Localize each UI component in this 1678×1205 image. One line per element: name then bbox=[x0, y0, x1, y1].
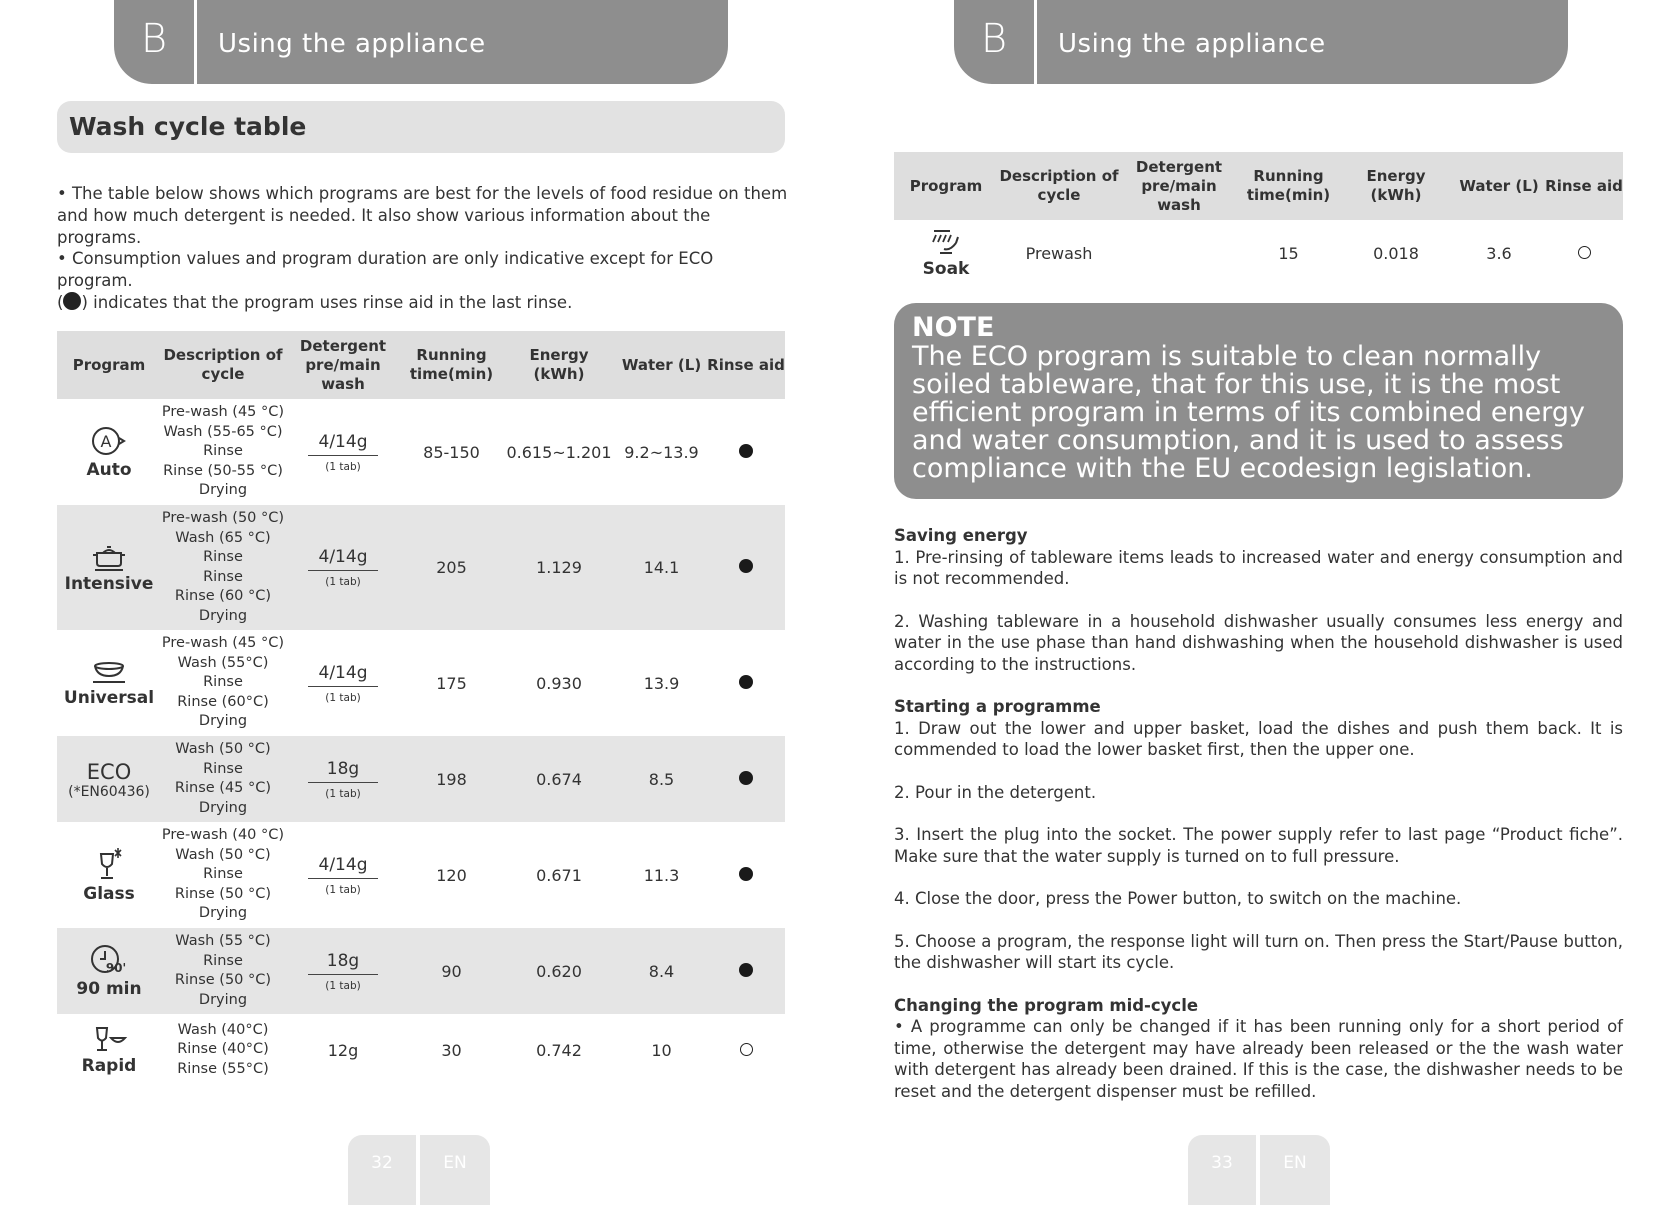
clock-90-icon bbox=[89, 943, 129, 977]
water-value: 13.9 bbox=[643, 673, 680, 693]
program-standard: (*EN60436) bbox=[68, 784, 150, 800]
energy-value: 0.615~1.201 bbox=[506, 442, 612, 462]
water-value: 3.6 bbox=[1486, 243, 1512, 263]
table-row bbox=[57, 505, 785, 630]
water-value: 14.1 bbox=[616, 505, 707, 630]
description-line: Drying bbox=[198, 991, 248, 1008]
description-line: Rinse (50 °C) bbox=[174, 972, 272, 988]
rinse-aid-empty-icon bbox=[740, 1043, 753, 1056]
description-line: Wash (40°C) bbox=[177, 1021, 269, 1038]
description-cell bbox=[161, 822, 285, 928]
saving-energy-heading: Saving energy bbox=[894, 526, 1028, 545]
chapter-letter: B bbox=[980, 16, 1008, 62]
running-time: 120 bbox=[436, 865, 467, 885]
description-line: Pre-wash (50 °C) bbox=[161, 510, 285, 526]
rinse-aid-cell bbox=[707, 822, 785, 928]
description-cell bbox=[161, 1014, 285, 1086]
description-line: Rinse bbox=[203, 674, 243, 691]
description-cell bbox=[161, 928, 285, 1014]
water-value: 8.4 bbox=[616, 928, 707, 1014]
chapter-title: Using the appliance bbox=[218, 29, 486, 59]
detergent-note: (1 tab) bbox=[325, 576, 361, 588]
note-title: NOTE bbox=[912, 312, 995, 343]
description-line: Rinse bbox=[203, 866, 243, 883]
rinse-aid-empty-icon bbox=[1578, 246, 1591, 259]
energy-value: 1.129 bbox=[502, 505, 616, 630]
table-row bbox=[57, 399, 785, 505]
description-line: Rinse (60°C) bbox=[177, 693, 269, 710]
header-water: Water (L) bbox=[616, 331, 707, 399]
energy-value: 0.674 bbox=[502, 736, 616, 822]
description-cell bbox=[161, 505, 285, 630]
detergent-note: (1 tab) bbox=[325, 460, 361, 473]
intro-paragraph-1: • The table below shows which programs are best for the levels of food residue on them and how much detergent is needed. It also show various information about the programs. bbox=[57, 184, 788, 247]
header-divider bbox=[194, 0, 197, 84]
page-footer bbox=[1188, 1135, 1330, 1191]
detergent-cell bbox=[285, 630, 401, 736]
running-time: 90 bbox=[401, 928, 502, 1014]
running-time: 85-150 bbox=[423, 442, 480, 462]
detergent-cell bbox=[1120, 220, 1238, 286]
header-water: Water (L) bbox=[1453, 152, 1545, 220]
detergent-note: (1 tab) bbox=[325, 979, 361, 992]
description-line: Drying bbox=[198, 713, 248, 730]
detergent-amount: 12g bbox=[327, 1040, 359, 1060]
program-cell bbox=[57, 822, 161, 928]
detergent-amount: 4/14g bbox=[308, 854, 378, 879]
energy-value: 0.671 bbox=[536, 865, 582, 885]
rinse-aid-filled-icon bbox=[739, 559, 753, 573]
rinse-aid-filled-icon bbox=[739, 771, 753, 785]
energy-value: 0.018 bbox=[1373, 243, 1419, 263]
rinse-aid-cell bbox=[707, 399, 785, 505]
legend-open-paren: ( bbox=[57, 293, 64, 312]
detergent-note: (1 tab) bbox=[325, 787, 361, 800]
page-footer bbox=[348, 1135, 490, 1191]
header-divider bbox=[1034, 0, 1037, 84]
program-cell bbox=[57, 399, 161, 505]
rinse-aid-filled-icon bbox=[739, 963, 753, 977]
table-row bbox=[57, 1014, 785, 1086]
detergent-note: (1 tab) bbox=[325, 691, 361, 704]
detergent-amount: 4/14g bbox=[308, 546, 378, 571]
starting-item-2: 2. Pour in the detergent. bbox=[894, 782, 1097, 802]
table-header-row bbox=[57, 331, 785, 399]
rinse-aid-dot-icon bbox=[63, 292, 81, 310]
saving-energy-item-2: 2. Washing tableware in a household dishwasher usually consumes less energy and water in the use phase than hand dishwashing when the household dishwasher is used according to the instructions. bbox=[894, 611, 1623, 674]
running-time: 30 bbox=[441, 1040, 462, 1060]
running-time: 175 bbox=[436, 673, 467, 693]
detergent-amount: 4/14g bbox=[308, 431, 378, 456]
description-line: Rinse (40°C) bbox=[177, 1041, 269, 1058]
glass-icon bbox=[91, 846, 127, 882]
energy-value: 0.742 bbox=[536, 1040, 582, 1060]
left-page bbox=[0, 0, 839, 1191]
description-line: Wash (55 °C) bbox=[175, 933, 271, 949]
header-detergent: Detergent pre/main wash bbox=[1120, 152, 1238, 220]
rinse-aid-cell bbox=[707, 630, 785, 736]
header-description: Description of cycle bbox=[161, 331, 285, 399]
program-name: 90 min bbox=[76, 979, 142, 999]
table-row bbox=[57, 630, 785, 736]
table-row bbox=[57, 928, 785, 1014]
saving-energy-item-1: 1. Pre-rinsing of tableware items leads to increased water and energy consumption and is not recommended. bbox=[894, 547, 1623, 588]
table-row bbox=[57, 736, 785, 822]
section-title: Wash cycle table bbox=[69, 112, 307, 141]
auto-icon bbox=[89, 424, 129, 458]
header-program: Program bbox=[894, 152, 998, 220]
running-time: 205 bbox=[401, 505, 502, 630]
detergent-note: (1 tab) bbox=[325, 883, 361, 896]
svg-text:A: A bbox=[100, 432, 112, 451]
chapter-header bbox=[954, 0, 1568, 84]
description-line: Rinse bbox=[203, 760, 243, 777]
instructions-body bbox=[894, 525, 1623, 1102]
description-line: Pre-wash (45 °C) bbox=[161, 635, 285, 652]
description-line: Rinse (55°C) bbox=[177, 1060, 269, 1077]
language-label: EN bbox=[420, 1135, 490, 1205]
description-cell: Prewash bbox=[1025, 243, 1093, 263]
starting-item-1: 1. Draw out the lower and upper basket, load the dishes and push them back. It is commended to load the lower basket first, then the upper one. bbox=[894, 718, 1623, 759]
description-line: Wash (50 °C) bbox=[175, 741, 271, 757]
description-line: Wash (50 °C) bbox=[175, 846, 271, 863]
intro-paragraph-2: • Consumption values and program duration are only indicative except for ECO program. bbox=[57, 249, 714, 290]
description-line: Rinse (50-55 °C) bbox=[163, 462, 283, 479]
program-cell bbox=[57, 505, 161, 630]
table-row bbox=[894, 220, 1623, 286]
detergent-cell bbox=[285, 736, 401, 822]
program-name: Auto bbox=[86, 460, 132, 480]
header-running-time: Running time(min) bbox=[401, 331, 502, 399]
program-cell bbox=[57, 1014, 161, 1086]
running-time: 15 bbox=[1278, 243, 1299, 263]
running-time: 198 bbox=[401, 736, 502, 822]
right-page bbox=[839, 0, 1678, 1191]
description-line: Rinse (45 °C) bbox=[174, 780, 272, 796]
rinse-aid-filled-icon bbox=[739, 867, 753, 881]
energy-value: 0.930 bbox=[536, 673, 582, 693]
description-line: Rinse bbox=[203, 952, 243, 969]
note-text: The ECO program is suitable to clean normally soiled tableware, that for this use, it is the most efficient program in terms of its combined energy and water consumption, and it is used to assess compliance with the EU ecodesign legislation. bbox=[912, 341, 1585, 484]
header-description: Description of cycle bbox=[998, 152, 1120, 220]
soak-table bbox=[894, 152, 1623, 286]
header-rinse-aid: Rinse aid bbox=[1545, 152, 1623, 220]
description-line: Wash (55°C) bbox=[177, 654, 269, 671]
description-line: Drying bbox=[198, 799, 248, 816]
detergent-cell bbox=[285, 505, 401, 630]
description-line: Drying bbox=[198, 905, 248, 922]
header-energy: Energy (kWh) bbox=[1339, 152, 1453, 220]
rinse-aid-cell bbox=[707, 1014, 785, 1086]
clock-90-label: 90' bbox=[105, 961, 127, 975]
rinse-aid-filled-icon bbox=[739, 675, 753, 689]
rinse-aid-cell bbox=[707, 928, 785, 1014]
program-cell bbox=[894, 220, 998, 286]
description-line: Pre-wash (40 °C) bbox=[161, 827, 285, 844]
header-detergent: Detergent pre/main wash bbox=[285, 331, 401, 399]
detergent-amount: 4/14g bbox=[308, 662, 378, 687]
rinse-aid-filled-icon bbox=[739, 444, 753, 458]
rinse-aid-cell bbox=[707, 505, 785, 630]
starting-item-5: 5. Choose a program, the response light will turn on. Then press the Start/Pause button, the dishwasher will start its cycle. bbox=[894, 931, 1623, 972]
description-cell bbox=[161, 736, 285, 822]
chapter-title: Using the appliance bbox=[1058, 29, 1326, 59]
description-line: Rinse (60 °C) bbox=[174, 588, 272, 604]
starting-item-3: 3. Insert the plug into the socket. The power supply refer to last page “Product fiche”. Make sure that the water supply is turned on to full pressure. bbox=[894, 825, 1623, 866]
description-line: Rinse (50 °C) bbox=[174, 885, 272, 902]
program-cell bbox=[57, 928, 161, 1014]
language-label: EN bbox=[1260, 1135, 1330, 1205]
wash-cycle-table bbox=[57, 331, 785, 1086]
header-rinse-aid: Rinse aid bbox=[707, 331, 785, 399]
rinse-aid-cell bbox=[707, 736, 785, 822]
changing-heading: Changing the program mid-cycle bbox=[894, 995, 1199, 1015]
detergent-amount: 18g bbox=[308, 758, 378, 783]
detergent-cell bbox=[285, 822, 401, 928]
section-header bbox=[57, 101, 785, 153]
description-line: Rinse bbox=[203, 568, 243, 585]
description-cell bbox=[161, 630, 285, 736]
header-program: Program bbox=[57, 331, 161, 399]
rapid-icon bbox=[89, 1024, 129, 1054]
rinse-aid-cell bbox=[1545, 220, 1623, 286]
energy-value: 0.620 bbox=[502, 928, 616, 1014]
header-running-time: Running time(min) bbox=[1238, 152, 1339, 220]
legend-text: ) indicates that the program uses rinse aid in the last rinse. bbox=[81, 293, 573, 312]
bowl-icon bbox=[89, 658, 129, 686]
note-box bbox=[894, 303, 1623, 499]
pot-icon bbox=[89, 542, 129, 572]
header-energy: Energy (kWh) bbox=[502, 331, 616, 399]
detergent-amount: 18g bbox=[308, 950, 378, 975]
program-name: ECO bbox=[86, 760, 132, 784]
water-value: 10 bbox=[651, 1040, 672, 1060]
program-name: Intensive bbox=[64, 573, 154, 594]
page-number: 33 bbox=[1188, 1135, 1256, 1205]
changing-text: • A programme can only be changed if it has been running only for a short period of time, otherwise the detergent may have already been released or the the wash water with detergent has already been drained. If this is the case, the dishwasher needs to be reset and the detergent dispenser must be refilled. bbox=[894, 1017, 1623, 1101]
program-name: Universal bbox=[63, 688, 155, 708]
starting-heading: Starting a programme bbox=[894, 697, 1101, 716]
detergent-cell bbox=[285, 399, 401, 505]
page-number: 32 bbox=[348, 1135, 416, 1205]
soak-icon bbox=[928, 227, 964, 257]
detergent-cell bbox=[285, 928, 401, 1014]
program-name: Rapid bbox=[81, 1056, 137, 1076]
program-cell bbox=[57, 736, 161, 822]
program-name: Soak bbox=[922, 259, 970, 279]
description-line: Drying bbox=[198, 482, 248, 499]
description-line: Wash (55-65 °C) bbox=[163, 423, 283, 440]
water-value: 8.5 bbox=[616, 736, 707, 822]
program-name: Glass bbox=[83, 884, 135, 904]
chapter-letter: B bbox=[140, 16, 168, 62]
description-cell bbox=[161, 399, 285, 505]
table-header-row bbox=[894, 152, 1623, 220]
starting-item-4: 4. Close the door, press the Power button, to switch on the machine. bbox=[894, 889, 1462, 908]
description-line: Rinse bbox=[203, 443, 243, 460]
description-line: Drying bbox=[198, 607, 248, 624]
table-row bbox=[57, 822, 785, 928]
description-line: Pre-wash (45 °C) bbox=[161, 404, 285, 421]
rinse-aid-legend bbox=[57, 292, 793, 314]
description-line: Wash (65 °C) bbox=[175, 529, 271, 546]
chapter-header bbox=[114, 0, 728, 84]
water-value: 9.2~13.9 bbox=[624, 442, 699, 462]
program-cell bbox=[57, 630, 161, 736]
water-value: 11.3 bbox=[643, 865, 680, 885]
description-line: Rinse bbox=[203, 549, 243, 565]
